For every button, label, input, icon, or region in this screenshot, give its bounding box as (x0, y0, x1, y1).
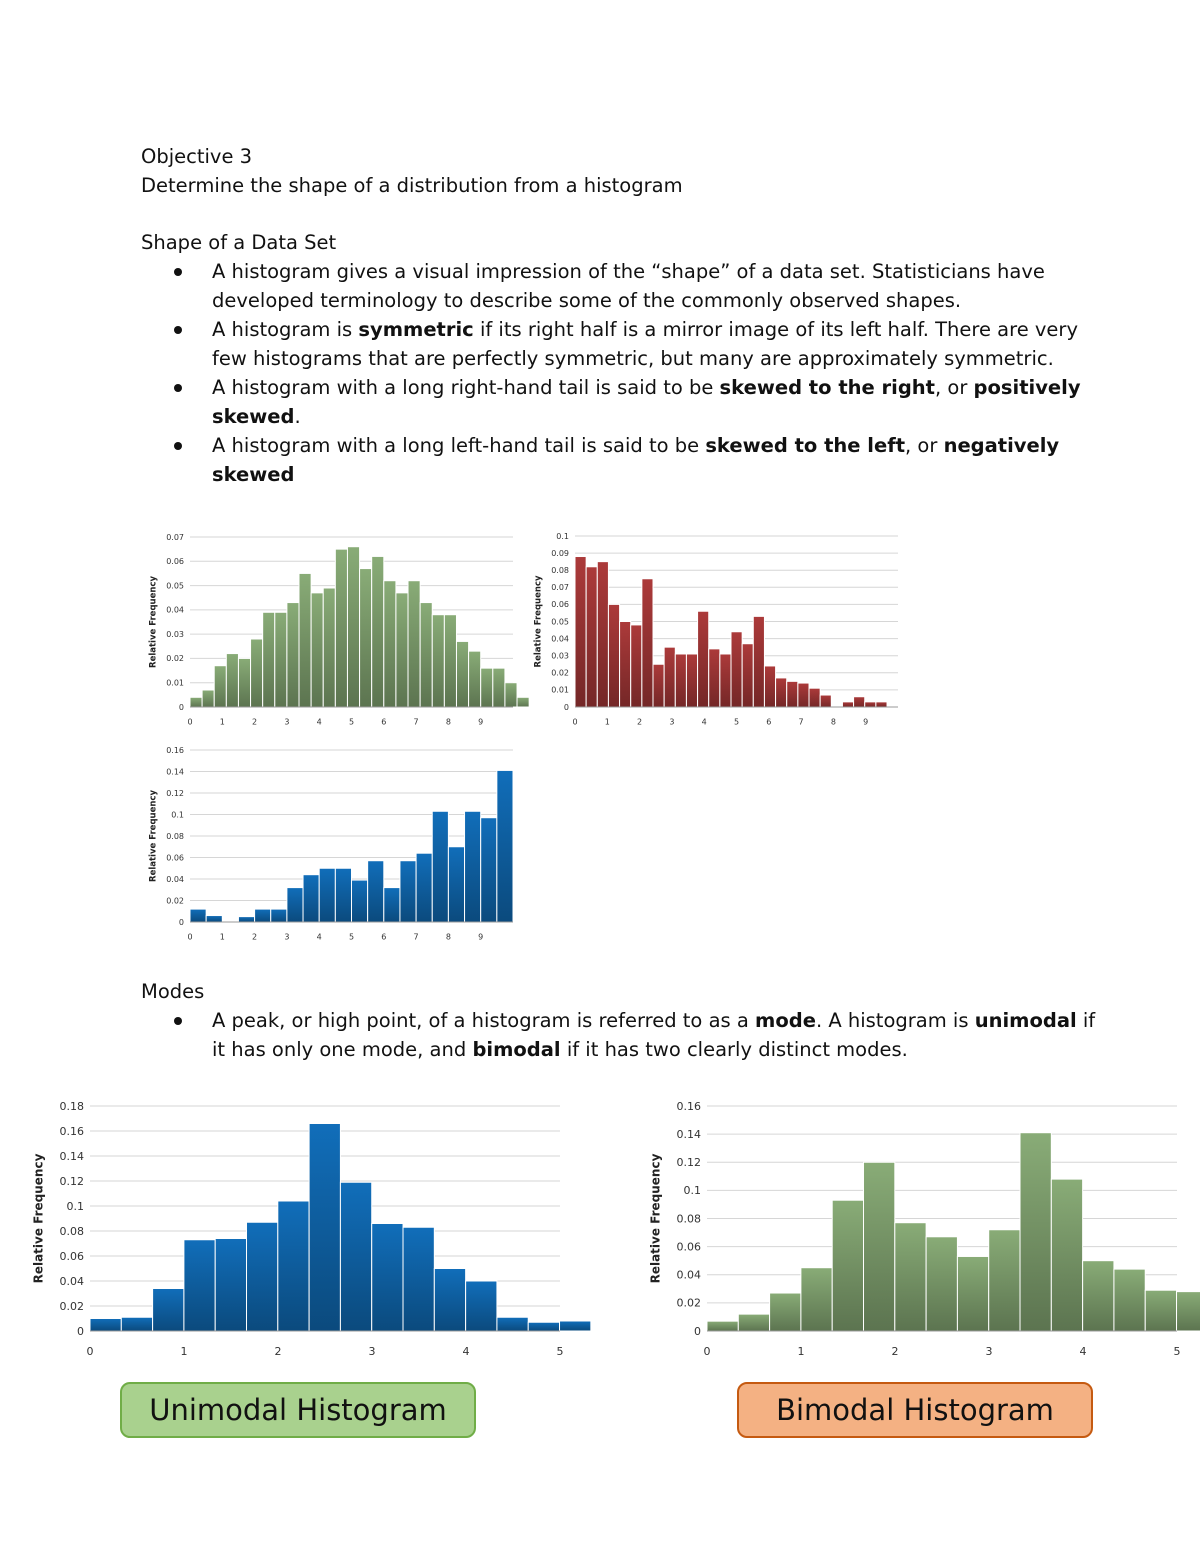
y-tick-label: 0.06 (676, 1240, 701, 1254)
bimodal-label-box (737, 1382, 1093, 1438)
histogram-bar (347, 547, 359, 707)
histogram-bar (731, 632, 742, 707)
histogram-bar (764, 666, 775, 707)
x-tick-label: 2 (274, 1345, 282, 1359)
histogram-bar (121, 1317, 152, 1331)
histogram-bar (560, 1321, 591, 1331)
histogram-bar (586, 567, 597, 707)
histogram-bar (989, 1230, 1020, 1331)
histogram-bar (420, 603, 432, 707)
histogram-bar (620, 622, 631, 708)
histogram-bar (434, 1269, 465, 1332)
y-tick-label: 0 (563, 702, 569, 712)
histogram-bar (275, 612, 287, 707)
histogram-bar (408, 581, 420, 707)
x-tick-label: 2 (252, 717, 258, 727)
bullet-line (212, 373, 1081, 402)
histogram-bar (698, 611, 709, 707)
y-tick-label: 0 (77, 1324, 84, 1338)
histogram-bar (214, 666, 226, 707)
y-tick-label: 0.06 (166, 853, 184, 863)
x-tick-label: 6 (381, 932, 387, 942)
x-tick-label: 7 (413, 932, 419, 942)
histogram-bar (247, 1222, 278, 1331)
y-tick-label: 0.02 (551, 668, 569, 678)
bold-text: negatively (943, 434, 1060, 457)
histogram-bar (309, 1124, 340, 1332)
histogram-bar (686, 654, 697, 707)
histogram-bar (448, 847, 464, 922)
histogram-bar (403, 1227, 434, 1331)
y-axis-label: Relative Frequency (648, 1153, 663, 1284)
x-tick-label: 0 (187, 932, 193, 942)
histogram-bar (384, 581, 396, 707)
text-run: A histogram is (212, 318, 359, 341)
unimodal-histogram-chart (28, 1095, 568, 1360)
y-tick-label: 0 (694, 1324, 701, 1338)
x-tick-label: 2 (637, 717, 643, 727)
bold-text: positively (973, 376, 1081, 399)
shape-bullet-0 (141, 257, 1061, 315)
modes-heading: Modes (141, 980, 205, 1003)
y-tick-label: 0.12 (166, 788, 184, 798)
histogram-bar (202, 690, 214, 707)
text-run: A histogram with a long right-hand tail is said to be (212, 376, 720, 399)
x-tick-label: 1 (180, 1345, 188, 1359)
shape-heading: Shape of a Data Set (141, 231, 337, 254)
histogram-bar (299, 573, 311, 707)
text-run: it has only one mode, and (212, 1038, 473, 1061)
histogram-bar (372, 556, 384, 707)
x-tick-label: 9 (478, 717, 484, 727)
histogram-bar (832, 1200, 863, 1331)
x-tick-label: 6 (381, 717, 387, 727)
histogram-bar (664, 647, 675, 707)
histogram-bar (396, 593, 408, 707)
histogram-bar (1083, 1261, 1114, 1331)
histogram-bar (190, 909, 206, 922)
bimodal-label: Bimodal Histogram (776, 1393, 1054, 1427)
y-tick-label: 0.12 (676, 1156, 701, 1170)
x-tick-label: 4 (316, 932, 322, 942)
text-run: A histogram gives a visual impression of the “shape” of a data set. Statisticians have (212, 260, 1045, 283)
histogram-bar (675, 654, 686, 707)
y-tick-label: 0.1 (556, 531, 569, 541)
histogram-bar (720, 654, 731, 707)
histogram-bar (575, 557, 586, 707)
histogram-bar (1177, 1292, 1200, 1331)
histogram-bar (776, 678, 787, 707)
histogram-bar (153, 1289, 184, 1332)
histogram-bar (271, 909, 287, 922)
x-tick-label: 8 (445, 717, 451, 727)
bullet-line (212, 460, 1061, 489)
bullet-dot-icon (174, 384, 182, 392)
y-tick-label: 0.04 (166, 874, 184, 884)
bullet-dot-icon (174, 442, 182, 450)
x-tick-label: 3 (284, 932, 290, 942)
y-tick-label: 0.08 (59, 1224, 84, 1238)
modes-bullet-0 (141, 1006, 1096, 1064)
histogram-bar (303, 875, 319, 922)
histogram-bar (1114, 1269, 1145, 1331)
unimodal-label: Unimodal Histogram (149, 1393, 447, 1427)
bullet-line (212, 344, 1061, 373)
bullet-line (212, 286, 1061, 315)
y-tick-label: 0.03 (166, 629, 184, 639)
histogram-bar (842, 702, 853, 707)
histogram-bar (287, 888, 303, 922)
x-tick-label: 9 (863, 717, 869, 727)
x-tick-label: 7 (413, 717, 419, 727)
y-tick-label: 0.12 (59, 1174, 84, 1188)
bold-text: skewed to the right (719, 376, 935, 399)
bold-text: skewed (212, 405, 295, 428)
objective-title: Objective 3 (141, 145, 253, 168)
bullet-dot-icon (174, 268, 182, 276)
y-tick-label: 0.01 (551, 685, 569, 695)
histogram-bar (287, 603, 299, 707)
text-run: if (1076, 1009, 1096, 1032)
x-tick-label: 1 (219, 717, 225, 727)
histogram-bar (957, 1256, 988, 1331)
x-tick-label: 3 (368, 1345, 376, 1359)
histogram-bar (400, 861, 416, 922)
histogram-bar (90, 1319, 121, 1332)
histogram-bar (469, 651, 481, 707)
histogram-bar (653, 664, 664, 707)
histogram-bar (787, 681, 798, 707)
y-tick-label: 0.04 (59, 1274, 84, 1288)
histogram-bar (340, 1182, 371, 1331)
x-tick-label: 5 (556, 1345, 564, 1359)
objective-heading (141, 142, 1061, 200)
x-tick-label: 4 (701, 717, 707, 727)
histogram-bar (263, 612, 275, 707)
histogram-bar (738, 1314, 769, 1331)
histogram-bar (384, 888, 400, 922)
shape-bullet-3 (141, 431, 1061, 489)
x-tick-label: 5 (733, 717, 740, 727)
histogram-bar (798, 683, 809, 707)
bullet-dot-icon (174, 1017, 182, 1025)
y-tick-label: 0.07 (166, 532, 184, 542)
text-run: . (294, 405, 301, 428)
text-run: if it has two clearly distinct modes. (560, 1038, 908, 1061)
histogram-bar (278, 1201, 309, 1331)
histogram-bar (432, 811, 448, 922)
histogram-bar (926, 1237, 957, 1331)
y-tick-label: 0.16 (676, 1099, 701, 1113)
histogram-bar (352, 880, 368, 922)
histogram-bar (801, 1268, 832, 1331)
objective-subtitle: Determine the shape of a distribution from a histogram (141, 174, 683, 197)
shape-bullet-list (141, 257, 1081, 489)
histogram-bar (505, 683, 517, 707)
bullet-line (212, 431, 1061, 460)
y-tick-label: 0.1 (683, 1184, 701, 1198)
histogram-bar (206, 916, 222, 922)
x-tick-label: 3 (669, 717, 675, 727)
histogram-bar (528, 1322, 559, 1331)
y-tick-label: 0 (178, 917, 184, 927)
histogram-bar (608, 604, 619, 707)
histogram-bar (465, 811, 481, 922)
x-tick-label: 8 (445, 932, 451, 942)
histogram-bar (432, 615, 444, 707)
histogram-bar (709, 649, 720, 707)
x-tick-label: 0 (86, 1345, 94, 1359)
y-tick-label: 0 (178, 702, 184, 712)
bullet-line (212, 257, 1061, 286)
y-axis-label: Relative Frequency (31, 1153, 46, 1284)
text-run: , or (935, 376, 974, 399)
y-tick-label: 0.1 (66, 1199, 84, 1213)
y-tick-label: 0.06 (551, 600, 569, 610)
x-tick-label: 3 (284, 717, 290, 727)
text-run: , or (905, 434, 944, 457)
histogram-bar (255, 909, 271, 922)
y-tick-label: 0.07 (551, 583, 569, 593)
bullet-line (212, 402, 1061, 431)
histogram-bar (456, 641, 468, 707)
bullet-dot-icon (174, 326, 182, 334)
histogram-bar (368, 861, 384, 922)
histogram-bar (238, 658, 250, 707)
histogram-bar (190, 697, 202, 707)
y-tick-label: 0.04 (551, 634, 569, 644)
bullet-line (212, 315, 1078, 344)
y-tick-label: 0.03 (551, 651, 569, 661)
histogram-bar (854, 697, 865, 707)
histogram-bar (360, 569, 372, 707)
y-tick-label: 0.1 (171, 810, 184, 820)
left-skewed-histogram (145, 742, 515, 947)
histogram-bar (631, 625, 642, 707)
x-tick-label: 4 (316, 717, 322, 727)
y-tick-label: 0.14 (676, 1127, 701, 1141)
histogram-bar (319, 868, 335, 922)
histogram-bar (444, 615, 456, 707)
bold-text: bimodal (472, 1038, 561, 1061)
x-tick-label: 5 (348, 932, 355, 942)
text-run: A histogram with a long left-hand tail is said to be (212, 434, 706, 457)
x-tick-label: 1 (219, 932, 225, 942)
y-tick-label: 0.02 (166, 896, 184, 906)
histogram-bar (809, 688, 820, 707)
histogram-bar (1020, 1133, 1051, 1331)
histogram-bar (753, 616, 764, 707)
x-tick-label: 5 (348, 717, 355, 727)
histogram-bar (335, 868, 351, 922)
histogram-bar (372, 1224, 403, 1332)
histogram-bar (481, 668, 493, 707)
x-tick-label: 5 (1173, 1345, 1181, 1359)
y-tick-label: 0.08 (676, 1212, 701, 1226)
y-tick-label: 0.09 (551, 548, 569, 558)
histogram-bar (323, 588, 335, 707)
x-tick-label: 1 (604, 717, 610, 727)
unimodal-label-box (120, 1382, 476, 1438)
histogram-bar (707, 1321, 738, 1331)
histogram-bar (493, 668, 505, 707)
x-tick-label: 0 (703, 1345, 711, 1359)
x-tick-label: 4 (462, 1345, 470, 1359)
histogram-bar (311, 593, 323, 707)
histogram-bar (481, 818, 497, 922)
y-tick-label: 0.06 (59, 1249, 84, 1263)
x-tick-label: 0 (572, 717, 578, 727)
bold-text: symmetric (358, 318, 474, 341)
histogram-bar (238, 917, 254, 922)
modes-bullet-list (141, 1006, 1096, 1064)
text-run: developed terminology to describe some of the commonly observed shapes. (212, 289, 962, 312)
y-tick-label: 0.14 (166, 767, 184, 777)
bullet-line (212, 1006, 1096, 1035)
x-tick-label: 6 (766, 717, 772, 727)
y-axis-label: Relative Frequency (148, 576, 159, 668)
histogram-bar (497, 1317, 528, 1331)
text-run: . A histogram is (815, 1009, 975, 1032)
histogram-bar (215, 1239, 246, 1332)
bullet-line (212, 1035, 1061, 1064)
y-tick-label: 0.14 (59, 1149, 84, 1163)
y-tick-label: 0.01 (166, 678, 184, 688)
text-run: if its right half is a mirror image of its left half. There are very (473, 318, 1078, 341)
y-tick-label: 0.02 (676, 1296, 701, 1310)
right-skewed-histogram (530, 525, 900, 735)
y-tick-label: 0.02 (166, 654, 184, 664)
y-tick-label: 0.05 (551, 617, 569, 627)
x-tick-label: 1 (797, 1345, 805, 1359)
histogram-bar (597, 562, 608, 707)
text-run: A peak, or high point, of a histogram is referred to as a (212, 1009, 756, 1032)
bold-text: skewed to the left (705, 434, 906, 457)
shape-bullet-2 (141, 373, 1081, 431)
histogram-bar (416, 853, 432, 922)
histogram-bar (1051, 1179, 1082, 1331)
y-tick-label: 0.08 (166, 831, 184, 841)
y-tick-label: 0.18 (59, 1099, 84, 1113)
x-tick-label: 8 (830, 717, 836, 727)
shape-section (141, 228, 1081, 489)
histogram-bar (335, 549, 347, 707)
histogram-bar (742, 644, 753, 707)
histogram-bar (895, 1223, 926, 1331)
histogram-bar (251, 639, 263, 707)
histogram-bar (517, 697, 529, 707)
bold-text: mode (755, 1009, 816, 1032)
modes-section (141, 977, 1096, 1064)
histogram-bar (876, 702, 887, 707)
y-tick-label: 0.06 (166, 557, 184, 567)
histogram-bar (226, 654, 238, 707)
y-tick-label: 0.16 (59, 1124, 84, 1138)
y-tick-label: 0.04 (676, 1268, 701, 1282)
histogram-bar (642, 579, 653, 707)
y-tick-label: 0.04 (166, 605, 184, 615)
x-tick-label: 2 (891, 1345, 899, 1359)
histogram-bar (864, 1162, 895, 1331)
x-tick-label: 9 (478, 932, 484, 942)
bold-text: unimodal (974, 1009, 1077, 1032)
y-axis-label: Relative Frequency (148, 790, 159, 882)
y-axis-label: Relative Frequency (533, 575, 544, 668)
shape-bullet-1 (141, 315, 1078, 373)
x-tick-label: 4 (1079, 1345, 1087, 1359)
x-tick-label: 7 (798, 717, 804, 727)
bimodal-histogram-chart (645, 1095, 1185, 1360)
x-tick-label: 3 (985, 1345, 993, 1359)
histogram-bar (820, 695, 831, 707)
y-tick-label: 0.02 (59, 1299, 84, 1313)
bold-text: skewed (212, 463, 295, 486)
histogram-bar (184, 1240, 215, 1331)
histogram-bar (770, 1293, 801, 1331)
x-tick-label: 0 (187, 717, 193, 727)
y-tick-label: 0.08 (551, 566, 569, 575)
histogram-bar (466, 1281, 497, 1331)
histogram-bar (1145, 1290, 1176, 1331)
text-run: few histograms that are perfectly symmetric, but many are approximately symmetric. (212, 347, 1054, 370)
y-tick-label: 0.16 (166, 745, 184, 755)
histogram-bar (497, 770, 513, 922)
x-tick-label: 2 (252, 932, 258, 942)
histogram-bar (865, 702, 876, 707)
symmetric-histogram (145, 525, 515, 735)
y-tick-label: 0.05 (166, 581, 184, 591)
